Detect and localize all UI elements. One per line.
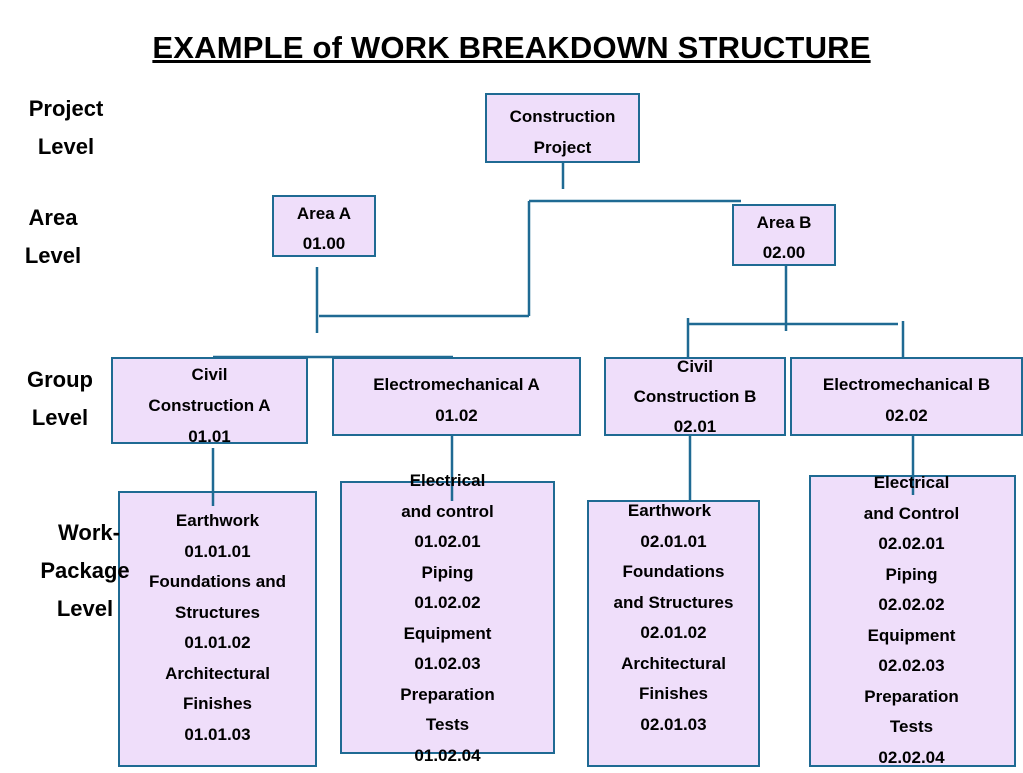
area-b-box xyxy=(732,204,836,266)
work-package-civil-a-text xyxy=(118,506,317,750)
work-package-line: 02.02.03 xyxy=(809,651,1014,682)
work-package-line: 02.02.04 xyxy=(809,743,1014,773)
box-line: Construction B xyxy=(606,382,784,412)
box-line: Area B xyxy=(734,208,834,238)
work-package-line: Piping xyxy=(809,560,1014,591)
box-line: 01.01 xyxy=(113,421,306,452)
box-line: Electromechanical B xyxy=(792,369,1021,400)
work-package-line: Finishes xyxy=(583,679,764,710)
work-package-line: Earthwork xyxy=(575,496,764,527)
box-line: Construction A xyxy=(113,390,306,421)
work-package-line: Finishes xyxy=(118,689,317,720)
work-package-line: and control xyxy=(340,497,555,528)
project-box xyxy=(485,93,640,163)
work-package-line: Tests xyxy=(809,712,1014,743)
work-package-line: 02.02.01 xyxy=(809,529,1014,560)
level-label-line: Package xyxy=(30,552,140,590)
work-package-line: 02.02.02 xyxy=(809,590,1014,621)
level-label-area xyxy=(0,199,106,275)
work-package-line: Foundations xyxy=(583,557,764,588)
level-label-line: Project xyxy=(10,90,122,128)
work-package-line: Equipment xyxy=(340,619,555,650)
level-label-line: Level xyxy=(4,399,116,437)
box-line: 02.02 xyxy=(792,400,1021,431)
work-package-line: Structures xyxy=(118,598,317,629)
work-package-line: 01.01.01 xyxy=(118,537,317,568)
work-package-line: 01.01.03 xyxy=(118,720,317,751)
area-a-box xyxy=(272,195,376,257)
box-line: Electromechanical A xyxy=(334,369,579,400)
work-package-electromechanical-a-text xyxy=(340,466,555,771)
box-line: Area A xyxy=(274,199,374,229)
work-package-electromechanical-b-text xyxy=(809,468,1014,773)
work-package-line: Piping xyxy=(340,558,555,589)
box-line: Civil xyxy=(606,352,784,382)
work-package-line: Electrical xyxy=(340,466,555,497)
page-title: EXAMPLE of WORK BREAKDOWN STRUCTURE xyxy=(0,30,1023,66)
work-package-line: 01.02.02 xyxy=(340,588,555,619)
level-label-line: Area xyxy=(0,199,106,237)
work-package-line: and Structures xyxy=(583,588,764,619)
level-label-line: Level xyxy=(0,237,106,275)
level-label-group xyxy=(4,361,116,437)
group-electromechanical-b-box xyxy=(790,357,1023,436)
work-package-line: 01.02.03 xyxy=(340,649,555,680)
level-label-line: Group xyxy=(4,361,116,399)
work-package-line: 01.02.04 xyxy=(340,741,555,772)
group-civil-a-box xyxy=(111,357,308,444)
work-package-line: 02.01.01 xyxy=(583,527,764,558)
work-package-line: Foundations and xyxy=(118,567,317,598)
work-package-line: Preparation xyxy=(340,680,555,711)
work-package-line: Earthwork xyxy=(118,506,317,537)
box-line: 02.01 xyxy=(606,412,784,442)
work-package-line: Preparation xyxy=(809,682,1014,713)
work-package-line: 02.01.02 xyxy=(583,618,764,649)
work-package-line: Architectural xyxy=(583,649,764,680)
level-label-line: Level xyxy=(10,128,122,166)
work-package-line: 01.01.02 xyxy=(118,628,317,659)
work-package-line: Electrical xyxy=(809,468,1014,499)
box-line: 02.00 xyxy=(734,238,834,268)
box-line: Construction xyxy=(487,101,638,132)
work-package-line: 01.02.01 xyxy=(340,527,555,558)
box-line: Project xyxy=(487,132,638,163)
level-label-project xyxy=(10,90,122,166)
work-package-line: Tests xyxy=(340,710,555,741)
box-line: 01.02 xyxy=(334,400,579,431)
level-label-line: Work- xyxy=(38,514,140,552)
work-package-line: 02.01.03 xyxy=(583,710,764,741)
group-civil-b-box xyxy=(604,357,786,436)
level-label-work-package xyxy=(30,514,140,628)
level-label-line: Level xyxy=(30,590,140,628)
work-package-line: and Control xyxy=(809,499,1014,530)
work-package-line: Equipment xyxy=(809,621,1014,652)
box-line: 01.00 xyxy=(274,229,374,259)
group-electromechanical-a-box xyxy=(332,357,581,436)
box-line: Civil xyxy=(113,359,306,390)
work-package-line: Architectural xyxy=(118,659,317,690)
work-package-civil-b-text xyxy=(583,496,764,740)
